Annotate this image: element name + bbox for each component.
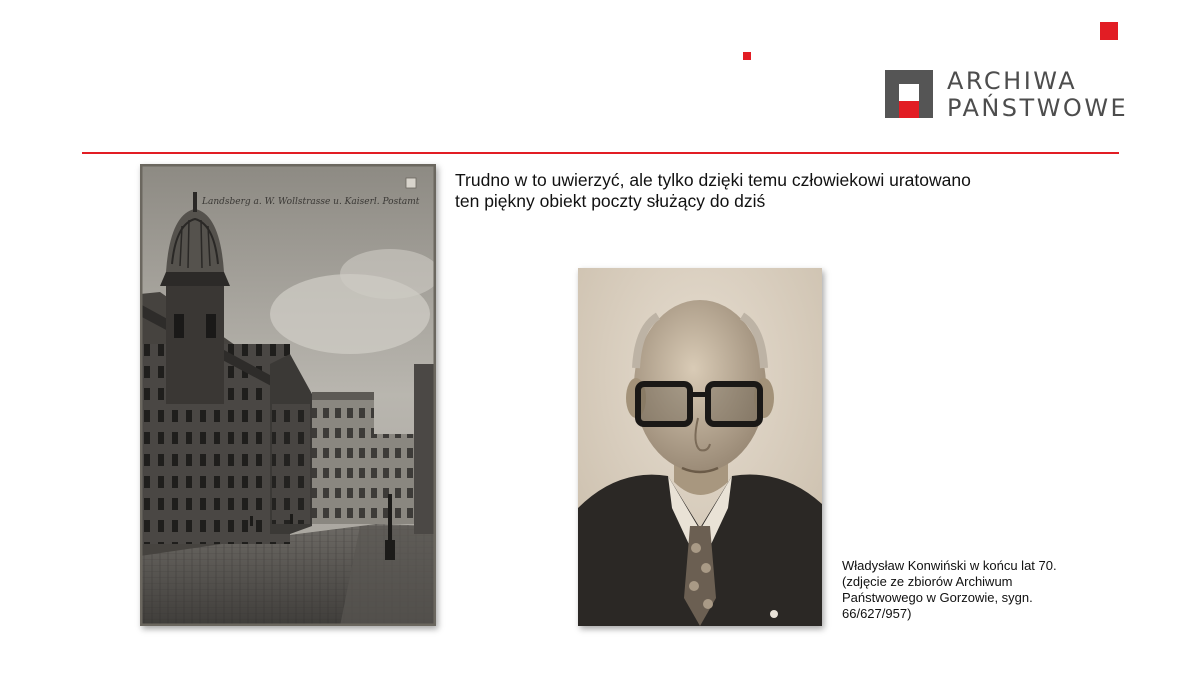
- logo-text: [947, 68, 1128, 122]
- postcard-image: [140, 164, 436, 626]
- logo-mark-icon: [885, 70, 933, 118]
- postcard-inscription: Landsberg a. W. Wollstrasse u. Kaiserl. Postamt: [202, 197, 420, 207]
- archiwa-panstwowe-logo: [885, 67, 1129, 122]
- decorative-red-square: [1100, 22, 1118, 40]
- caption-line-4: 66/627/957): [842, 606, 912, 621]
- portrait-photo: [578, 268, 822, 626]
- caption-line-1: Władysław Konwiński w końcu lat 70.: [842, 558, 1057, 573]
- historic-postcard-photo: [140, 164, 436, 626]
- portrait-caption: [842, 558, 1102, 622]
- headline-line-2: ten piękny obiekt poczty służący do dziś: [455, 191, 766, 211]
- logo-line-1: ARCHIWA: [947, 67, 1078, 95]
- header-divider: [82, 152, 1119, 154]
- caption-line-2: (zdjęcie ze zbiorów Archiwum: [842, 574, 1013, 589]
- headline-line-1: Trudno w to uwierzyć, ale tylko dzięki temu człowiekowi uratowano: [455, 170, 971, 190]
- decorative-red-square-small: [743, 52, 751, 60]
- logo-line-2: PAŃSTWOWE: [947, 94, 1129, 122]
- portrait-image: [578, 268, 822, 626]
- caption-line-3: Państwowego w Gorzowie, sygn.: [842, 590, 1033, 605]
- headline-text: [455, 170, 1015, 212]
